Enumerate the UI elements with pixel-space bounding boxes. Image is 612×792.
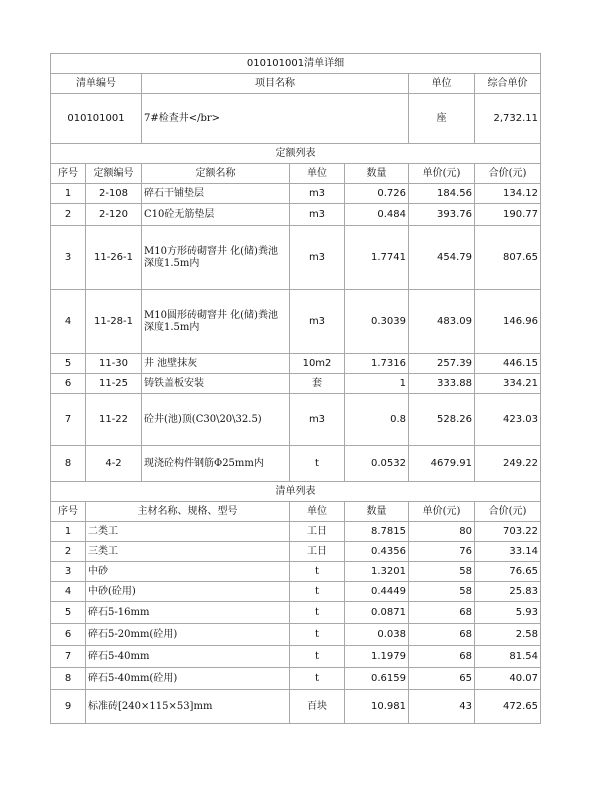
quota-qty: 1.7316 <box>345 354 409 374</box>
bill-unit: 座 <box>409 94 475 144</box>
quota-seq: 2 <box>51 204 86 226</box>
quota-code: 11-28-1 <box>86 290 142 354</box>
quota-price: 4679.91 <box>409 446 475 482</box>
material-section-row <box>51 482 541 502</box>
material-row <box>51 522 541 542</box>
bill-unit-header: 单位 <box>409 74 475 94</box>
material-seq: 4 <box>51 582 86 602</box>
material-row <box>51 668 541 690</box>
material-unit: t <box>290 646 345 668</box>
bill-unit-price-header: 综合单价 <box>475 74 541 94</box>
quota-qty: 1 <box>345 374 409 394</box>
quota-total: 446.15 <box>475 354 541 374</box>
title-row <box>51 54 541 74</box>
material-seq: 1 <box>51 522 86 542</box>
quota-row <box>51 354 541 374</box>
quota-seq: 6 <box>51 374 86 394</box>
material-section-title: 清单列表 <box>51 482 541 502</box>
material-total: 703.22 <box>475 522 541 542</box>
quota-unit: 套 <box>290 374 345 394</box>
material-total: 472.65 <box>475 690 541 724</box>
material-price-header: 单价(元) <box>409 502 475 522</box>
quota-qty: 1.7741 <box>345 226 409 290</box>
quota-row <box>51 446 541 482</box>
quota-name: 现浇砼构件钢筋Φ25mm内 <box>142 446 290 482</box>
quota-unit: m3 <box>290 394 345 446</box>
quota-code: 11-26-1 <box>86 226 142 290</box>
material-price: 68 <box>409 602 475 624</box>
material-qty: 10.981 <box>345 690 409 724</box>
quota-price-header: 单价(元) <box>409 164 475 184</box>
material-price: 58 <box>409 582 475 602</box>
material-qty: 8.7815 <box>345 522 409 542</box>
quota-seq: 3 <box>51 226 86 290</box>
material-total: 81.54 <box>475 646 541 668</box>
quota-qty: 0.0532 <box>345 446 409 482</box>
material-price: 65 <box>409 668 475 690</box>
material-name: 碎石5-16mm <box>86 602 290 624</box>
quota-seq: 5 <box>51 354 86 374</box>
quota-unit: m3 <box>290 290 345 354</box>
quota-price: 184.56 <box>409 184 475 204</box>
bill-detail-table <box>50 53 541 724</box>
bill-code-header: 清单编号 <box>51 74 142 94</box>
quota-name: M10圆形砖砌窨井 化(储)粪池深度1.5m内 <box>142 290 290 354</box>
quota-section-title: 定额列表 <box>51 144 541 164</box>
quota-name-header: 定额名称 <box>142 164 290 184</box>
bill-unit-price: 2,732.11 <box>475 94 541 144</box>
bill-header-row <box>51 74 541 94</box>
quota-name: M10方形砖砌窨井 化(储)粪池深度1.5m内 <box>142 226 290 290</box>
material-name: 碎石5-40mm <box>86 646 290 668</box>
quota-price: 333.88 <box>409 374 475 394</box>
quota-name: 碎石干铺垫层 <box>142 184 290 204</box>
quota-total-header: 合价(元) <box>475 164 541 184</box>
quota-unit: 10m2 <box>290 354 345 374</box>
material-qty: 0.6159 <box>345 668 409 690</box>
quota-price: 483.09 <box>409 290 475 354</box>
quota-total: 134.12 <box>475 184 541 204</box>
material-total: 5.93 <box>475 602 541 624</box>
quota-code: 11-22 <box>86 394 142 446</box>
quota-seq: 4 <box>51 290 86 354</box>
quota-code: 11-30 <box>86 354 142 374</box>
quota-row <box>51 204 541 226</box>
material-qty: 1.1979 <box>345 646 409 668</box>
quota-total: 807.65 <box>475 226 541 290</box>
quota-header-row <box>51 164 541 184</box>
quota-unit: t <box>290 446 345 482</box>
quota-code: 11-25 <box>86 374 142 394</box>
bill-code: 010101001 <box>51 94 142 144</box>
material-unit: 工日 <box>290 522 345 542</box>
material-name: 标准砖[240×115×53]mm <box>86 690 290 724</box>
material-name-header: 主材名称、规格、型号 <box>86 502 290 522</box>
material-unit: t <box>290 668 345 690</box>
material-seq: 3 <box>51 562 86 582</box>
quota-row <box>51 394 541 446</box>
quota-code-header: 定额编号 <box>86 164 142 184</box>
table-title: 010101001清单详细 <box>51 54 541 74</box>
quota-total: 190.77 <box>475 204 541 226</box>
quota-price: 454.79 <box>409 226 475 290</box>
quota-qty: 0.484 <box>345 204 409 226</box>
quota-total: 423.03 <box>475 394 541 446</box>
material-unit: t <box>290 582 345 602</box>
material-price: 68 <box>409 646 475 668</box>
quota-code: 2-120 <box>86 204 142 226</box>
quota-name: 井 池壁抹灰 <box>142 354 290 374</box>
quota-qty-header: 数量 <box>345 164 409 184</box>
material-qty: 0.4356 <box>345 542 409 562</box>
quota-qty: 0.3039 <box>345 290 409 354</box>
material-name: 中砂(砼用) <box>86 582 290 602</box>
material-seq: 7 <box>51 646 86 668</box>
material-price: 58 <box>409 562 475 582</box>
quota-total: 334.21 <box>475 374 541 394</box>
material-row <box>51 542 541 562</box>
quota-row <box>51 226 541 290</box>
material-unit: 工日 <box>290 542 345 562</box>
material-name: 碎石5-20mm(砼用) <box>86 624 290 646</box>
material-row <box>51 646 541 668</box>
material-price: 43 <box>409 690 475 724</box>
quota-total: 249.22 <box>475 446 541 482</box>
quota-seq: 8 <box>51 446 86 482</box>
material-qty: 1.3201 <box>345 562 409 582</box>
material-qty: 0.4449 <box>345 582 409 602</box>
material-name: 二类工 <box>86 522 290 542</box>
material-row <box>51 602 541 624</box>
quota-code: 4-2 <box>86 446 142 482</box>
material-seq: 2 <box>51 542 86 562</box>
bill-name: 7#检查井</br> <box>142 94 409 144</box>
material-row <box>51 582 541 602</box>
quota-code: 2-108 <box>86 184 142 204</box>
quota-qty: 0.8 <box>345 394 409 446</box>
material-total-header: 合价(元) <box>475 502 541 522</box>
material-unit: t <box>290 562 345 582</box>
bill-row <box>51 94 541 144</box>
quota-row <box>51 184 541 204</box>
quota-unit-header: 单位 <box>290 164 345 184</box>
material-total: 40.07 <box>475 668 541 690</box>
bill-name-header: 项目名称 <box>142 74 409 94</box>
material-name: 碎石5-40mm(砼用) <box>86 668 290 690</box>
material-total: 76.65 <box>475 562 541 582</box>
material-seq: 9 <box>51 690 86 724</box>
quota-row <box>51 374 541 394</box>
material-unit-header: 单位 <box>290 502 345 522</box>
quota-seq: 1 <box>51 184 86 204</box>
material-seq: 5 <box>51 602 86 624</box>
quota-name: 铸铁盖板安装 <box>142 374 290 394</box>
quota-price: 393.76 <box>409 204 475 226</box>
quota-unit: m3 <box>290 184 345 204</box>
material-total: 33.14 <box>475 542 541 562</box>
quota-price: 528.26 <box>409 394 475 446</box>
quota-row <box>51 290 541 354</box>
material-price: 80 <box>409 522 475 542</box>
quota-name: 砼井(池)顶(C30\20\32.5) <box>142 394 290 446</box>
material-row <box>51 562 541 582</box>
material-unit: 百块 <box>290 690 345 724</box>
material-name: 三类工 <box>86 542 290 562</box>
quota-name: C10砼无筋垫层 <box>142 204 290 226</box>
material-name: 中砂 <box>86 562 290 582</box>
material-row <box>51 624 541 646</box>
material-unit: t <box>290 602 345 624</box>
material-seq: 8 <box>51 668 86 690</box>
quota-section-row <box>51 144 541 164</box>
material-total: 25.83 <box>475 582 541 602</box>
material-header-row <box>51 502 541 522</box>
material-qty: 0.0871 <box>345 602 409 624</box>
material-row <box>51 690 541 724</box>
quota-seq-header: 序号 <box>51 164 86 184</box>
material-unit: t <box>290 624 345 646</box>
material-qty: 0.038 <box>345 624 409 646</box>
material-seq: 6 <box>51 624 86 646</box>
material-price: 68 <box>409 624 475 646</box>
material-qty-header: 数量 <box>345 502 409 522</box>
material-price: 76 <box>409 542 475 562</box>
material-total: 2.58 <box>475 624 541 646</box>
quota-unit: m3 <box>290 204 345 226</box>
material-seq-header: 序号 <box>51 502 86 522</box>
quota-total: 146.96 <box>475 290 541 354</box>
quota-unit: m3 <box>290 226 345 290</box>
quota-price: 257.39 <box>409 354 475 374</box>
quota-seq: 7 <box>51 394 86 446</box>
quota-qty: 0.726 <box>345 184 409 204</box>
